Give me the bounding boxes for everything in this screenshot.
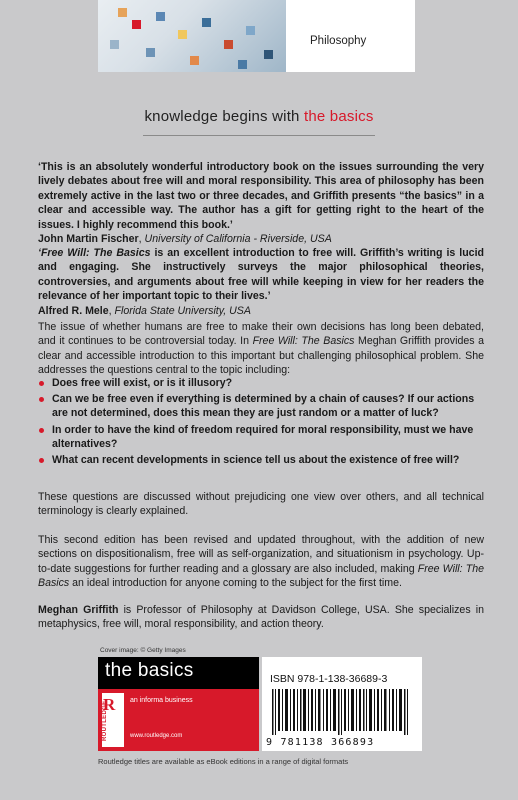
series-name: the basics xyxy=(105,660,194,681)
question-text: What can recent developments in science tell us about the existence of free will? xyxy=(52,454,460,467)
publisher-website: www.routledge.com xyxy=(130,733,183,739)
reviewer-affiliation: Florida State University, USA xyxy=(114,304,251,317)
barcode-box xyxy=(262,657,422,751)
barcode-icon xyxy=(272,689,412,735)
subject-label: Philosophy xyxy=(310,35,367,47)
question-list xyxy=(38,376,484,469)
review-quote xyxy=(38,246,484,304)
book-title: Free Will: The Basics xyxy=(38,562,484,589)
publisher-logo xyxy=(98,657,259,751)
bullet-icon xyxy=(39,458,44,463)
list-item xyxy=(38,423,484,451)
reviewer-name: Alfred R. Mele xyxy=(38,304,109,317)
question-text: Does free will exist, or is it illusory? xyxy=(52,377,233,389)
edition-text: an ideal introduction for anyone coming to the subject for the first time. xyxy=(69,576,402,589)
question-text: In order to have the kind of freedom required for moral responsibility, must we have alternatives? xyxy=(52,423,474,450)
intro-text: Meghan Griffith provides a clear and accessible introduction to this important but challenging philosophical problem. She addresses the questions central to the topic including: xyxy=(38,335,485,376)
review-book-title: ‘Free Will: The Basics xyxy=(38,247,151,259)
logo-letter: R xyxy=(103,695,116,714)
cover-image xyxy=(98,0,286,72)
subject-box xyxy=(286,0,415,72)
intro-text: The issue of whether humans are free to make their own decisions has long been debated, and it continues to be controversial today. In xyxy=(38,321,484,348)
edition-text: This second edition has been revised and updated throughout, with the addition of new sections on dispositionalism, free will as self-organization, and situationism in psychology. Up-to-date suggestions for further reading and a glossary are also included, making xyxy=(38,534,484,575)
list-item xyxy=(38,392,484,420)
author-bio-text: is Professor of Philosophy at Davidson College, USA. She specializes in metaphysics, free will, moral responsibility, and action theory. xyxy=(38,604,484,631)
divider xyxy=(143,135,375,136)
routledge-logo xyxy=(98,689,259,751)
cover-credit: Cover image: © Getty Images xyxy=(100,647,186,654)
bullet-icon xyxy=(39,428,44,433)
logo-vertical-text: ROUTLEDGE xyxy=(102,700,108,741)
intro-paragraph xyxy=(38,320,484,377)
question-text: Can we be free even if everything is determined by a chain of causes? If our actions are not determined, does this mean they are just random or a matter of luck? xyxy=(52,393,475,420)
list-item xyxy=(38,453,484,467)
bullet-icon xyxy=(39,397,44,402)
author-bio xyxy=(38,603,484,632)
reviewer-affiliation: University of California - Riverside, USA xyxy=(144,233,332,246)
review-quote-text: is an excellent introduction to free will. Griffith’s writing is lucid and engaging. She instructively surveys the major philosophical theories, controversies, and arguments about free will while keeping in view for her readers the relevance of her important topic to their lives.’ xyxy=(38,247,484,303)
reviewer-name: John Martin Fischer xyxy=(38,233,139,246)
footer-note: Routledge titles are available as eBook editions in a range of digital formats xyxy=(98,757,349,766)
author-name: Meghan Griffith xyxy=(38,604,119,616)
edition-paragraph xyxy=(38,533,484,590)
isbn-text: ISBN 978-1-138-36689-3 xyxy=(270,673,388,685)
series-banner xyxy=(98,657,259,689)
review-quote: ‘This is an absolutely wonderful introductory book on the issues surrounding the very lively debates about free will and moral responsibility. This area of philosophy has been extremely active in the last two or three decades, and Griffith presents “the basics” in a clear and accessible way. The author has a gift for getting right to the heart of the issues. I highly recommend this book.’ xyxy=(38,161,484,231)
tagline xyxy=(0,108,518,125)
review-author: Alfred R. Mele, Florida State University, USA xyxy=(38,304,251,317)
bullet-icon xyxy=(39,381,44,386)
review-author: John Martin Fischer, University of California - Riverside, USA xyxy=(38,233,332,246)
list-item xyxy=(38,376,484,390)
barcode-digits: 9 781138 366893 xyxy=(266,737,375,748)
publisher-tagline: an informa business xyxy=(130,697,193,704)
book-title: Free Will: The Basics xyxy=(252,335,355,348)
summary-paragraph: These questions are discussed without prejudicing one view over others, and all technical terminology is clearly explained. xyxy=(38,491,484,518)
review-1 xyxy=(38,160,484,246)
tagline-accent: the basics xyxy=(303,108,374,125)
tagline-prefix: knowledge begins with xyxy=(144,108,300,125)
review-2 xyxy=(38,246,484,318)
